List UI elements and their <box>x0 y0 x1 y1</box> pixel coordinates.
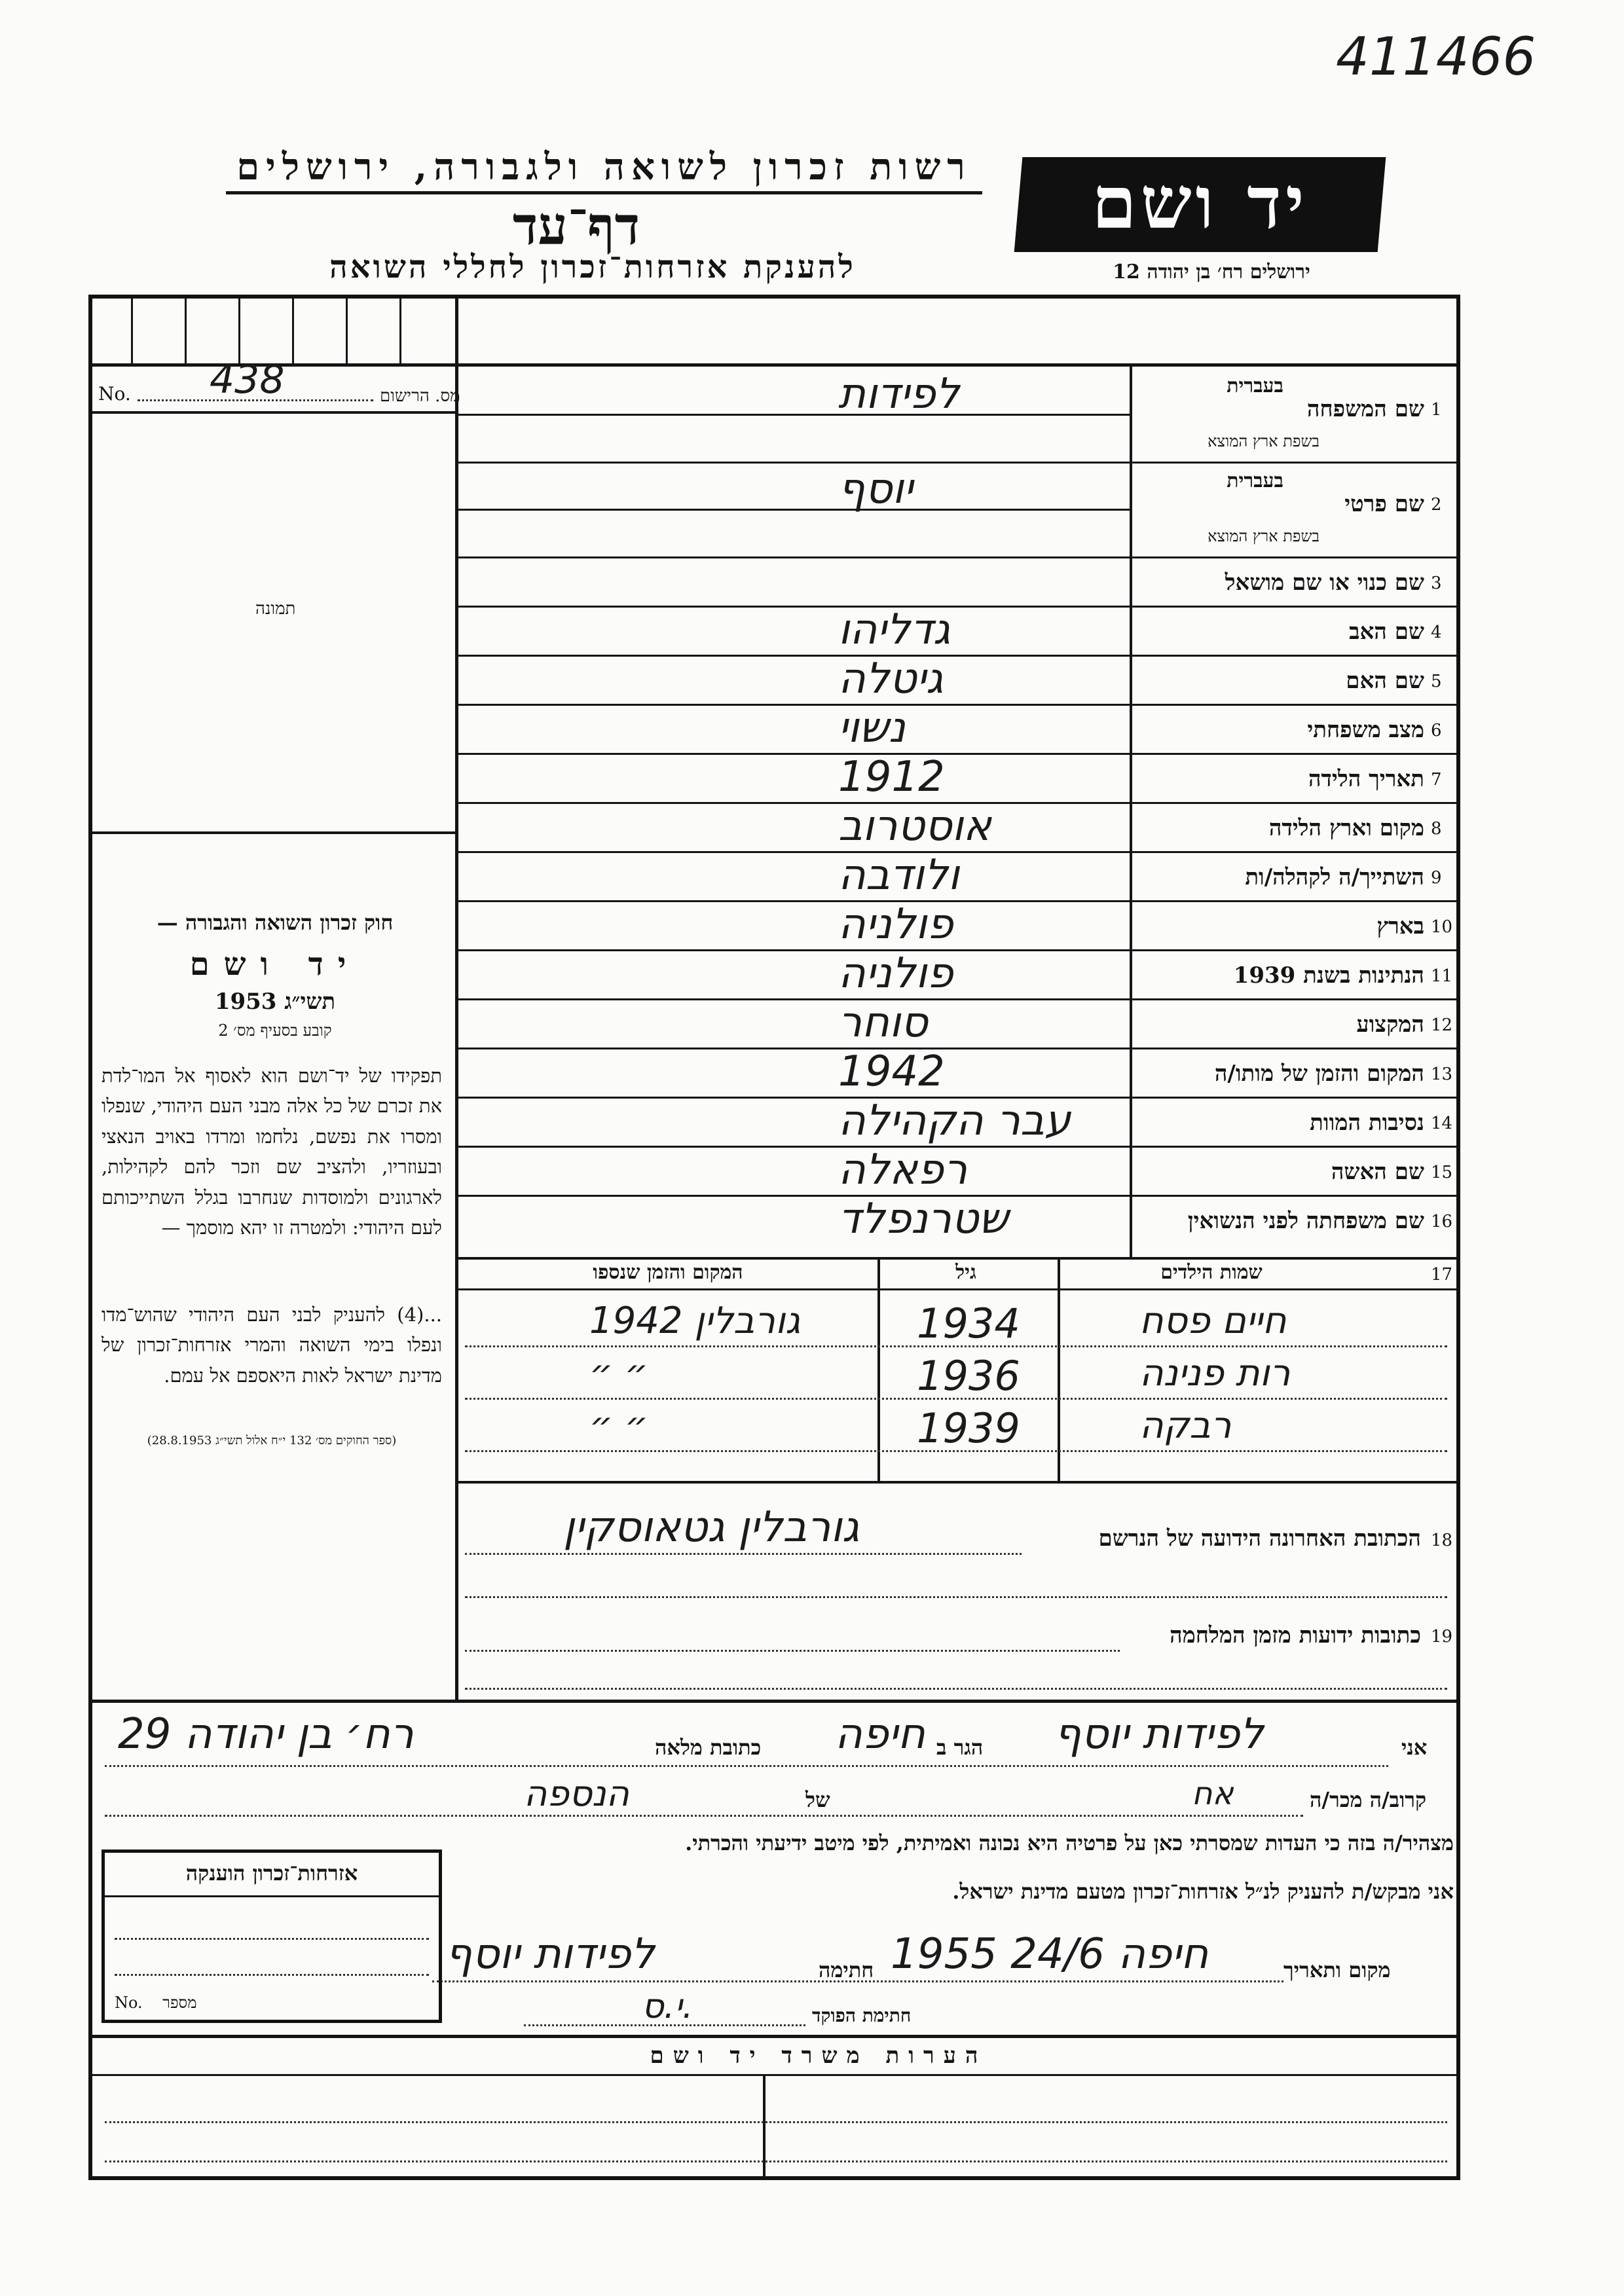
field-4-label: שם האב <box>1349 619 1424 645</box>
yad-vashem-remarks-title: הערות משרד יד ושם <box>650 2043 987 2069</box>
divider-remarks-header <box>92 2074 1456 2076</box>
institution-title: רשות זכרון לשואה ולגבורה, ירושלים <box>236 145 972 189</box>
field-3-label: שם כנוי או שם מושאל <box>1225 570 1424 596</box>
field-15-number: 15 <box>1431 1163 1453 1182</box>
child-3-name: רבקה <box>1139 1404 1232 1447</box>
law-source: (ספר החוקים מס׳ 132 י״ח אלול תשי״ג 28.8.1953) <box>147 1434 397 1448</box>
divider-photo-area <box>92 831 456 834</box>
field-2-label: שם פרטי <box>1344 491 1424 517</box>
field-10-bottom-rule <box>458 949 1457 951</box>
field-6-value: נשוי <box>838 704 906 752</box>
children-header-top <box>458 1257 1457 1260</box>
field-1-mid-rule <box>458 414 1132 416</box>
field-2-lang-orig: בשפת ארץ המוצא <box>1208 527 1320 545</box>
field-6-number: 6 <box>1431 721 1442 740</box>
field-1-bottom-rule <box>458 462 1457 464</box>
top-box-divider <box>238 299 240 364</box>
field-9-label: השתייך/ה לקהלה/ות <box>1245 864 1424 890</box>
children-col-names: שמות הילדים <box>1160 1261 1263 1284</box>
field-11-number: 11 <box>1431 966 1453 986</box>
field-7-value: 1912 <box>838 753 945 801</box>
decl-residing-value: חיפה <box>835 1710 925 1758</box>
top-box-divider <box>346 299 348 364</box>
children-col-place: המקום והזמן שנספו <box>593 1261 743 1284</box>
decl-request: אני מבקש/ת להעניק לנ״ל אזרחות־זכרון מטעם מדינת ישראל. <box>952 1879 1454 1904</box>
law-yad-vashem: יד ושם <box>189 946 361 983</box>
field-2-bottom-rule <box>458 556 1457 558</box>
decl-line-official <box>524 2024 805 2026</box>
logo-text: יד ושם <box>1092 160 1308 245</box>
field-5-label: שם האם <box>1346 668 1424 694</box>
registration-no-value: 438 <box>210 357 285 403</box>
law-body-paragraph-1: תפקידו של יד־ושם הוא לאסוף אל המו־לדת את זכרם של כל אלה מבני העם היהודי, שנפלו ומסרו את נפשם, נלחמו ומרדו באויב הנאצי ובעוזריו, ולהציב שם וזכר להם לקהילות, לארגונים ולמוסדות שנחרבו בגלל השתייכותם לעם היהודי: ולמטרה זו יהא מוסמך — <box>101 1065 442 1239</box>
field-2-mid-rule <box>458 509 1132 511</box>
field-1-lang-orig: בשפת ארץ המוצא <box>1208 432 1320 450</box>
field-17-number: 17 <box>1431 1265 1453 1285</box>
top-box-divider <box>131 299 133 364</box>
field-16-number: 16 <box>1431 1212 1453 1231</box>
field-14-value: עבר הקהילה <box>838 1097 1071 1145</box>
field-8-value: אוסטרוב <box>838 802 991 850</box>
field-5-bottom-rule <box>458 704 1457 706</box>
field-3-number: 3 <box>1431 574 1442 593</box>
decl-address-label-text: כתובת מלאה <box>655 1735 762 1760</box>
field-10-label: בארץ <box>1376 913 1424 939</box>
registration-no-heb-label: מס. הרישום <box>380 386 460 406</box>
divider-declaration-top <box>92 1700 1456 1703</box>
field-13-value: 1942 <box>838 1048 945 1096</box>
child-3-place: ״ ״ <box>589 1404 648 1447</box>
decl-line-2 <box>105 1815 1303 1817</box>
divider-remarks-top <box>92 2035 1456 2038</box>
field-19-number: 19 <box>1431 1627 1453 1647</box>
decl-ani-value: לפידות יוסף <box>1054 1710 1264 1758</box>
child-1-age: 1934 <box>917 1300 1020 1347</box>
child-3-age: 1939 <box>917 1404 1020 1452</box>
decl-signature-label: חתימה <box>819 1958 874 1982</box>
field-16-value: שטרנפלד <box>838 1195 1008 1243</box>
field-18-dotline <box>465 1553 1022 1555</box>
children-header-bottom <box>458 1288 1457 1290</box>
field-19-label: כתובות ידועות מזמן המלחמה <box>1170 1622 1421 1649</box>
field-2-number: 2 <box>1431 495 1442 515</box>
decl-line-sign <box>432 1980 1283 1982</box>
field-6-bottom-rule <box>458 753 1457 755</box>
field-11-bottom-rule <box>458 998 1457 1000</box>
divider-label-column <box>1130 363 1132 1257</box>
field-4-value: גדליהו <box>838 606 951 654</box>
field-9-value: ולודבה <box>838 851 959 900</box>
form-subtitle: להענקת אזרחות־זכרון לחללי השואה <box>329 249 856 285</box>
field-8-label: מקום וארץ הלידה <box>1268 815 1424 841</box>
medal-box-divider <box>105 1895 439 1897</box>
decl-line-1 <box>105 1765 1388 1767</box>
decl-official-value: י.ס. <box>642 1987 693 2026</box>
children-col-divider-1 <box>1058 1258 1060 1481</box>
field-18-label: הכתובת האחרונה הידועה של הנרשם <box>1098 1525 1421 1552</box>
remarks-line-1 <box>105 2121 1447 2123</box>
child-2-age: 1936 <box>917 1352 1020 1400</box>
field-7-label: תאריך הלידה <box>1308 766 1424 792</box>
decl-place-date-value: חיפה 24/6 1955 <box>891 1930 1209 1978</box>
field-15-value: רפאלה <box>838 1146 968 1194</box>
field-12-value: סוחר <box>838 998 928 1047</box>
field-14-label: נסיבות המוות <box>1310 1110 1424 1136</box>
decl-of-value: הנספה <box>524 1773 629 1814</box>
field-11-label: הנתינות בשנת 1939 <box>1233 962 1424 989</box>
field-16-label: שם משפחתה לפני הנשואין <box>1187 1208 1424 1234</box>
children-col-divider-2 <box>877 1258 880 1481</box>
field-9-bottom-rule <box>458 900 1457 902</box>
medal-box-no-label: No. מספר <box>115 1994 197 2012</box>
field-18-number: 18 <box>1431 1531 1453 1550</box>
divider-top-row <box>92 363 1456 367</box>
field-12-number: 12 <box>1431 1015 1453 1035</box>
top-box-divider <box>292 299 294 364</box>
decl-ani-label: אני <box>1401 1735 1428 1760</box>
field-8-number: 8 <box>1431 819 1442 839</box>
field-12-label: המקצוע <box>1356 1011 1424 1038</box>
child-2-dotline <box>465 1398 1447 1400</box>
field-2-value: יוסף <box>838 465 913 513</box>
law-year: תשי״ג 1953 <box>214 989 336 1015</box>
field-2-lang-heb: בעברית <box>1227 469 1283 492</box>
decl-residing-label: הגר ב <box>936 1735 984 1760</box>
children-table-bottom <box>458 1481 1457 1484</box>
field-1-lang-heb: בעברית <box>1227 374 1283 397</box>
top-box-divider <box>399 299 401 364</box>
field-1-value: לפידות <box>838 370 960 418</box>
child-1-place: גורבלין 1942 <box>589 1300 801 1342</box>
child-2-place: ״ ״ <box>589 1352 648 1394</box>
remarks-vertical-divider <box>763 2074 766 2179</box>
field-1-number: 1 <box>1431 400 1442 420</box>
field-5-number: 5 <box>1431 672 1442 691</box>
law-section: קובע בסעיף מס׳ 2 <box>218 1021 332 1040</box>
field-5-value: גיטלה <box>838 655 944 703</box>
field-7-number: 7 <box>1431 770 1442 790</box>
registration-no-dotline <box>138 399 373 401</box>
field-19-dotline-2 <box>465 1688 1447 1690</box>
divider-registration <box>92 411 456 414</box>
field-4-number: 4 <box>1431 623 1442 642</box>
photo-label: תמונה <box>255 599 296 619</box>
logo-address: ירושלים רח׳ בן יהודה 12 <box>1113 261 1310 283</box>
decl-of-label: של <box>805 1787 830 1812</box>
field-18-value: גורבלין גטאוסקין <box>563 1503 860 1552</box>
archive-number: 411466 <box>1336 26 1536 87</box>
remarks-line-2 <box>105 2160 1447 2162</box>
medal-box-dotline-2 <box>115 1974 429 1976</box>
field-1-label: שם המשפחה <box>1306 396 1424 422</box>
field-3-bottom-rule <box>458 606 1457 608</box>
field-18-dotline-2 <box>465 1596 1447 1598</box>
child-1-dotline <box>465 1345 1447 1347</box>
decl-address-value: רח׳ בן יהודה 29 <box>118 1710 414 1758</box>
top-box-divider <box>185 299 187 364</box>
law-body-paragraph-2: ...(4) להעניק לבני העם היהודי שהוש־מדו ונפלו בימי השואה והמרי אזרחות־זכרון של מדינת ישראל לאות היאספם אל עמם. <box>101 1303 442 1387</box>
field-13-number: 13 <box>1431 1065 1453 1084</box>
form-title: דף־עד <box>512 195 640 257</box>
registration-no-label: No. <box>98 383 131 405</box>
field-12-bottom-rule <box>458 1048 1457 1049</box>
field-13-label: המקום והזמן של מותו/ה <box>1214 1061 1424 1087</box>
child-1-name: חיים פסח <box>1139 1300 1287 1342</box>
medal-box-dotline-1 <box>115 1938 429 1940</box>
field-4-bottom-rule <box>458 655 1457 657</box>
title-underline <box>226 191 982 194</box>
field-10-value: פולניה <box>838 900 953 949</box>
decl-statement: מצהיר/ה בזה כי העדות שמסרתי כאן על פרטיה היא נכונה ואמיתית, לפי מיטב ידיעתי והכרתי. <box>685 1831 1454 1855</box>
decl-official-label: חתימת הפוקד <box>812 2005 912 2026</box>
field-11-value: פולניה <box>838 949 953 998</box>
field-14-number: 14 <box>1431 1114 1453 1133</box>
law-title: חוק זכרון השואה והגבורה — <box>157 910 394 935</box>
child-2-name: רות פנינה <box>1139 1352 1291 1394</box>
memorial-citizenship-title: אזרחות־זכרון הוענקה <box>185 1861 358 1886</box>
decl-signature-value: לפידות יוסף <box>445 1930 655 1978</box>
children-col-age: גיל <box>955 1261 976 1284</box>
child-3-dotline <box>465 1450 1447 1452</box>
field-9-number: 9 <box>1431 868 1442 888</box>
decl-relative-value: אח <box>1192 1776 1234 1812</box>
field-15-label: שם האשה <box>1331 1159 1424 1185</box>
field-6-label: מצב משפחתי <box>1307 717 1424 743</box>
field-19-dotline <box>465 1650 1120 1652</box>
field-10-number: 10 <box>1431 917 1453 937</box>
decl-place-date-label: מקום ותאריך <box>1283 1958 1391 1982</box>
decl-relative-label: קרוב/ה מכר/ה <box>1310 1787 1427 1812</box>
